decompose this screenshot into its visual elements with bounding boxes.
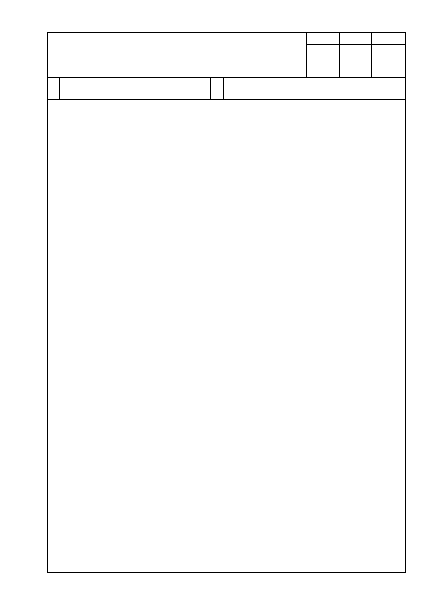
- stamp-label-line: [306, 44, 406, 45]
- info-divider-3: [223, 77, 224, 99]
- frame-top: [47, 32, 406, 33]
- stamp-divider-1: [306, 32, 307, 77]
- stamp-divider-3: [371, 32, 372, 77]
- info-top-line: [47, 77, 406, 78]
- stamp-divider-2: [339, 32, 340, 77]
- info-divider-2: [210, 77, 211, 99]
- info-divider-1: [59, 77, 60, 99]
- frame-right: [405, 32, 406, 573]
- frame-bottom: [47, 572, 406, 573]
- frame-left: [47, 32, 48, 573]
- info-bottom-line: [47, 99, 406, 100]
